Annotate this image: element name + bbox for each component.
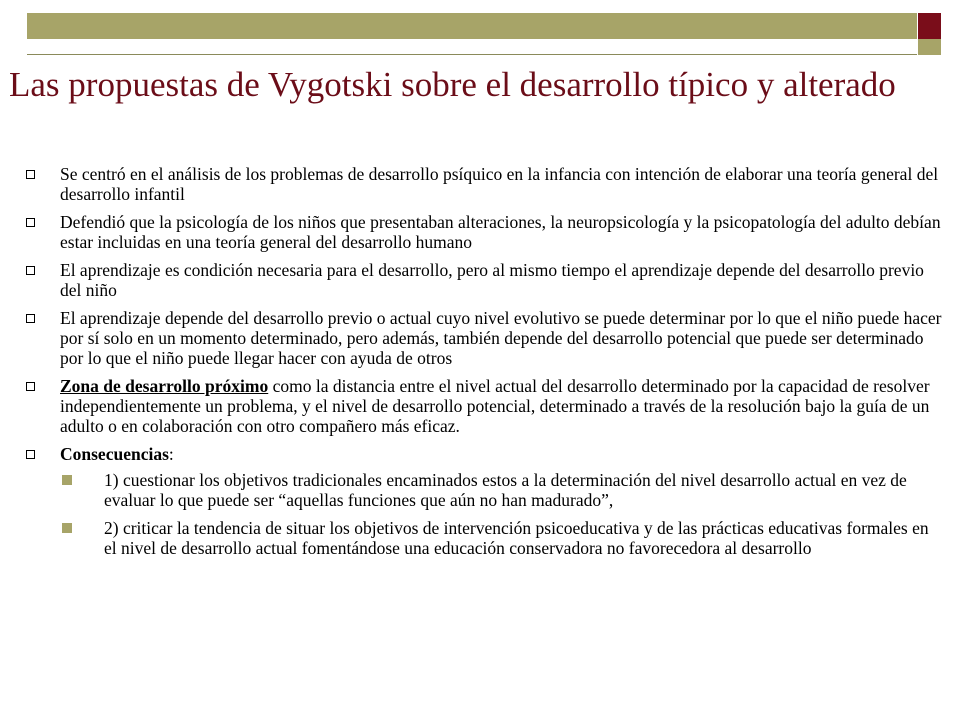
list-item — [20, 212, 945, 252]
bullet-text: El aprendizaje depende del desarrollo previo o actual cuyo nivel evolutivo se puede determinar por lo que el niño puede hacer por sí solo en un momento determinado, pero además, también depende del desarrollo potencial que puede ser determinado por lo que el niño puede llegar hacer con ayuda de otros — [60, 308, 942, 368]
bullet-text: como la distancia entre el nivel actual del desarrollo determinado por la capacidad de resolver independientemente un problema, y el nivel de desarrollo potencial, determinado a través de la resolución bajo la guía de un adulto o en colaboración con otro compañero más eficaz. — [60, 376, 930, 436]
bullet-list — [20, 164, 945, 558]
square-bullet-icon — [26, 170, 35, 179]
header-bar — [27, 13, 917, 39]
header-rule — [27, 39, 917, 55]
list-item — [20, 444, 945, 558]
filled-square-bullet-icon — [62, 475, 72, 485]
list-item — [20, 260, 945, 300]
list-item — [60, 518, 945, 558]
sub-bullet-text: 2) criticar la tendencia de situar los objetivos de intervención psicoeducativa y de las prácticas educativas formales en el nivel de desarrollo actual fomentándose una educación conservadora no favorecedora al desarrollo — [104, 518, 929, 558]
zdp-term: Zona de desarrollo próximo — [60, 376, 269, 396]
square-bullet-icon — [26, 266, 35, 275]
bullet-text: El aprendizaje es condición necesaria para el desarrollo, pero al mismo tiempo el aprendizaje depende del desarrollo previo del niño — [60, 260, 924, 300]
list-item — [20, 308, 945, 368]
bullet-text: Defendió que la psicología de los niños que presentaban alteraciones, la neuropsicología y la psicopatología del adulto debían estar incluidas en una teoría general del desarrollo humano — [60, 212, 941, 252]
sub-bullet-text: 1) cuestionar los objetivos tradicionales encaminados estos a la determinación del nivel desarrollo actual en vez de evaluar lo que puede ser “aquellas funciones que aún no han madurado”, — [104, 470, 907, 510]
square-bullet-icon — [26, 382, 35, 391]
slide-title: Las propuestas de Vygotski sobre el desarrollo típico y alterado — [9, 65, 896, 104]
header-accent-block — [918, 13, 941, 39]
list-item — [20, 376, 945, 436]
bullet-text: : — [168, 444, 174, 464]
header-accent-block-lower — [918, 39, 941, 55]
slide-content — [20, 164, 945, 566]
bullet-text: Se centró en el análisis de los problemas de desarrollo psíquico en la infancia con intención de elaborar una teoría general del desarrollo infantil — [60, 164, 939, 204]
consecuencias-term: Consecuencias — [60, 444, 169, 464]
list-item — [60, 470, 945, 510]
square-bullet-icon — [26, 314, 35, 323]
filled-square-bullet-icon — [62, 523, 72, 533]
square-bullet-icon — [26, 450, 35, 459]
sub-bullet-list — [60, 470, 945, 558]
list-item — [20, 164, 945, 204]
square-bullet-icon — [26, 218, 35, 227]
